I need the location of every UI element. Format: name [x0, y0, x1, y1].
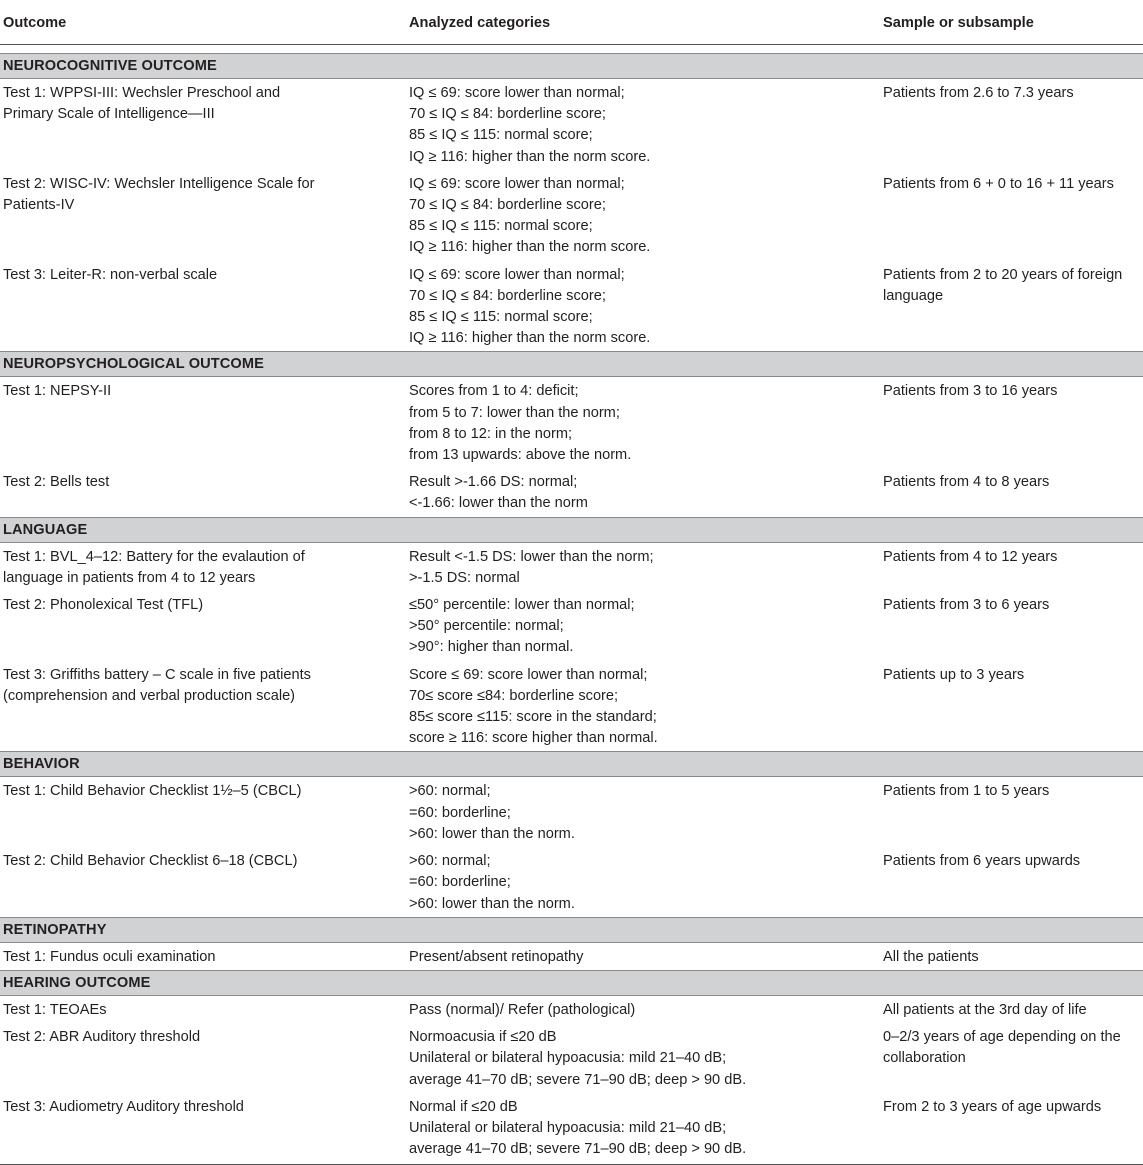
header-outcome: Outcome [0, 0, 406, 45]
outcome-line: Test 1: Fundus oculi examination [3, 948, 216, 965]
sample-line: Patients from 4 to 8 years [883, 474, 1050, 491]
categories-cell [406, 468, 880, 517]
outcome-cell [0, 79, 406, 170]
categories-line: >60: normal; [409, 853, 491, 870]
table-body [0, 45, 1143, 1165]
categories-line: ≤50° percentile: lower than normal; [409, 597, 635, 614]
outcome-cell [0, 170, 406, 261]
sample-cell [880, 777, 1143, 847]
header-analyzed-categories: Analyzed categories [406, 0, 880, 45]
categories-line: from 8 to 12: in the norm; [409, 425, 573, 442]
sample-line: Patients from 2 to 20 years of foreign [883, 266, 1123, 283]
sample-line: Patients from 4 to 12 years [883, 548, 1058, 565]
outcome-line: Test 1: WPPSI-III: Wechsler Preschool and [3, 85, 281, 101]
outcome-cell [0, 942, 406, 970]
sample-cell [880, 847, 1143, 917]
categories-line: average 41–70 dB; severe 71–90 dB; deep > 90 dB. [409, 1141, 747, 1158]
categories-line: 85≤ score ≤115: score in the standard; [409, 709, 657, 726]
outcome-line: Test 2: ABR Auditory threshold [3, 1029, 201, 1046]
header-sample: Sample or subsample [880, 0, 1143, 45]
outcome-cell [0, 1023, 406, 1093]
table-row [0, 777, 1143, 847]
spacer-row [0, 45, 1143, 54]
categories-line: IQ ≤ 69: score lower than normal; [409, 175, 625, 192]
section-header-row [0, 752, 1143, 777]
sample-line: language [883, 287, 944, 304]
section-title: NEUROPSYCHOLOGICAL OUTCOME [0, 352, 1143, 377]
categories-line: average 41–70 dB; severe 71–90 dB; deep > 90 dB. [409, 1071, 747, 1088]
outcome-line: Test 2: WISC-IV: Wechsler Intelligence Scale for [3, 175, 315, 192]
categories-line: >-1.5 DS: normal [409, 569, 520, 586]
section-title: BEHAVIOR [0, 752, 1143, 777]
categories-line: Unilateral or bilateral hypoacusia: mild 21–40 dB; [409, 1119, 727, 1136]
categories-line: score ≥ 116: score higher than normal. [409, 730, 658, 747]
sample-cell [880, 1023, 1143, 1093]
categories-line: Result <-1.5 DS: lower than the norm; [409, 548, 654, 565]
table-row [0, 661, 1143, 752]
categories-line: IQ ≥ 116: higher than the norm score. [409, 330, 651, 347]
section-header-row [0, 917, 1143, 942]
sample-line: Patients up to 3 years [883, 666, 1025, 683]
sample-cell [880, 591, 1143, 661]
table-row [0, 1023, 1143, 1093]
categories-cell [406, 1093, 880, 1165]
outcome-line: (comprehension and verbal production scale) [3, 687, 296, 704]
sample-cell [880, 377, 1143, 468]
table-row [0, 261, 1143, 352]
sample-cell [880, 542, 1143, 591]
categories-line: Normoacusia if ≤20 dB [409, 1029, 557, 1046]
categories-line: >90°: higher than normal. [409, 639, 574, 656]
categories-cell [406, 777, 880, 847]
outcome-line: Test 1: TEOAEs [3, 1001, 107, 1018]
outcome-cell [0, 542, 406, 591]
section-header-row [0, 54, 1143, 79]
table-row [0, 542, 1143, 591]
outcome-cell [0, 261, 406, 352]
sample-cell [880, 995, 1143, 1023]
table-row [0, 377, 1143, 468]
outcome-line: Test 2: Phonolexical Test (TFL) [3, 597, 204, 614]
outcome-line: Test 3: Audiometry Auditory threshold [3, 1098, 244, 1115]
sample-line: All the patients [883, 948, 979, 965]
outcome-line: Test 3: Leiter-R: non-verbal scale [3, 266, 218, 283]
section-title: NEUROCOGNITIVE OUTCOME [0, 54, 1143, 79]
sample-cell [880, 468, 1143, 517]
categories-cell [406, 542, 880, 591]
outcome-cell [0, 661, 406, 752]
outcome-cell [0, 377, 406, 468]
outcome-line: Test 1: NEPSY-II [3, 383, 112, 400]
sample-line: From 2 to 3 years of age upwards [883, 1098, 1102, 1115]
section-title: RETINOPATHY [0, 917, 1143, 942]
table-row [0, 942, 1143, 970]
categories-line: 70 ≤ IQ ≤ 84: borderline score; [409, 106, 606, 123]
sample-line: Patients from 1 to 5 years [883, 783, 1050, 800]
sample-cell [880, 1093, 1143, 1165]
categories-line: from 13 upwards: above the norm. [409, 447, 632, 464]
outcome-cell [0, 995, 406, 1023]
outcome-cell [0, 468, 406, 517]
header-row [0, 0, 1143, 45]
outcome-line: Primary Scale of Intelligence—III [3, 106, 215, 123]
sample-line: Patients from 6 years upwards [883, 853, 1081, 870]
categories-line: >60: lower than the norm. [409, 825, 575, 842]
categories-cell [406, 1023, 880, 1093]
categories-line: <-1.66: lower than the norm [409, 495, 588, 512]
categories-line: IQ ≤ 69: score lower than normal; [409, 85, 625, 101]
outcome-line: language in patients from 4 to 12 years [3, 569, 256, 586]
categories-line: 85 ≤ IQ ≤ 115: normal score; [409, 127, 593, 144]
categories-line: >60: normal; [409, 783, 491, 800]
outcome-cell [0, 1093, 406, 1165]
categories-line: Pass (normal)/ Refer (pathological) [409, 1001, 636, 1018]
outcome-line: Test 1: Child Behavior Checklist 1½–5 (CBCL) [3, 783, 302, 800]
outcome-cell [0, 777, 406, 847]
outcome-line: Test 1: BVL_4–12: Battery for the evalaution of [3, 548, 305, 565]
categories-line: Normal if ≤20 dB [409, 1098, 518, 1115]
outcome-line: Test 2: Child Behavior Checklist 6–18 (CBCL) [3, 853, 298, 870]
sample-line: Patients from 3 to 6 years [883, 597, 1050, 614]
table-row [0, 995, 1143, 1023]
categories-cell [406, 79, 880, 170]
categories-cell [406, 170, 880, 261]
sample-cell [880, 942, 1143, 970]
sample-line: collaboration [883, 1050, 966, 1067]
sample-cell [880, 661, 1143, 752]
categories-cell [406, 261, 880, 352]
table-row [0, 1093, 1143, 1165]
categories-cell [406, 995, 880, 1023]
table-row [0, 468, 1143, 517]
categories-line: 85 ≤ IQ ≤ 115: normal score; [409, 309, 593, 326]
categories-line: Unilateral or bilateral hypoacusia: mild 21–40 dB; [409, 1050, 727, 1067]
sample-cell [880, 261, 1143, 352]
categories-line: 70 ≤ IQ ≤ 84: borderline score; [409, 287, 606, 304]
section-header-row [0, 970, 1143, 995]
categories-cell [406, 847, 880, 917]
outcome-line: Test 2: Bells test [3, 474, 110, 491]
categories-line: from 5 to 7: lower than the norm; [409, 404, 620, 421]
outcome-line: Patients-IV [3, 197, 75, 214]
sample-cell [880, 79, 1143, 170]
sample-line: All patients at the 3rd day of life [883, 1001, 1087, 1018]
table-row [0, 847, 1143, 917]
categories-line: Score ≤ 69: score lower than normal; [409, 666, 648, 683]
categories-cell [406, 377, 880, 468]
categories-cell [406, 661, 880, 752]
section-header-row [0, 517, 1143, 542]
categories-line: 70 ≤ IQ ≤ 84: borderline score; [409, 197, 606, 214]
outcome-line: Test 3: Griffiths battery – C scale in five patients [3, 666, 311, 683]
spacer-cell [0, 45, 1143, 54]
section-header-row [0, 352, 1143, 377]
categories-line: IQ ≥ 116: higher than the norm score. [409, 239, 651, 256]
categories-line: >60: lower than the norm. [409, 895, 575, 912]
categories-line: >50° percentile: normal; [409, 618, 564, 635]
categories-line: Result >-1.66 DS: normal; [409, 474, 578, 491]
sample-cell [880, 170, 1143, 261]
categories-line: =60: borderline; [409, 874, 511, 891]
categories-line: 70≤ score ≤84: borderline score; [409, 687, 619, 704]
sample-line: Patients from 2.6 to 7.3 years [883, 85, 1074, 101]
categories-line: Scores from 1 to 4: deficit; [409, 383, 579, 400]
section-title: LANGUAGE [0, 517, 1143, 542]
categories-line: 85 ≤ IQ ≤ 115: normal score; [409, 218, 593, 235]
sample-line: Patients from 6 + 0 to 16 + 11 years [883, 175, 1114, 192]
sample-line: 0–2/3 years of age depending on the [883, 1029, 1121, 1046]
categories-line: =60: borderline; [409, 804, 511, 821]
categories-line: Present/absent retinopathy [409, 948, 584, 965]
outcome-cell [0, 847, 406, 917]
sample-line: Patients from 3 to 16 years [883, 383, 1058, 400]
table-row [0, 170, 1143, 261]
table-row [0, 79, 1143, 170]
outcome-cell [0, 591, 406, 661]
categories-cell [406, 942, 880, 970]
categories-line: IQ ≥ 116: higher than the norm score. [409, 148, 651, 165]
categories-line: IQ ≤ 69: score lower than normal; [409, 266, 625, 283]
table-row [0, 591, 1143, 661]
categories-cell [406, 591, 880, 661]
section-title: HEARING OUTCOME [0, 970, 1143, 995]
